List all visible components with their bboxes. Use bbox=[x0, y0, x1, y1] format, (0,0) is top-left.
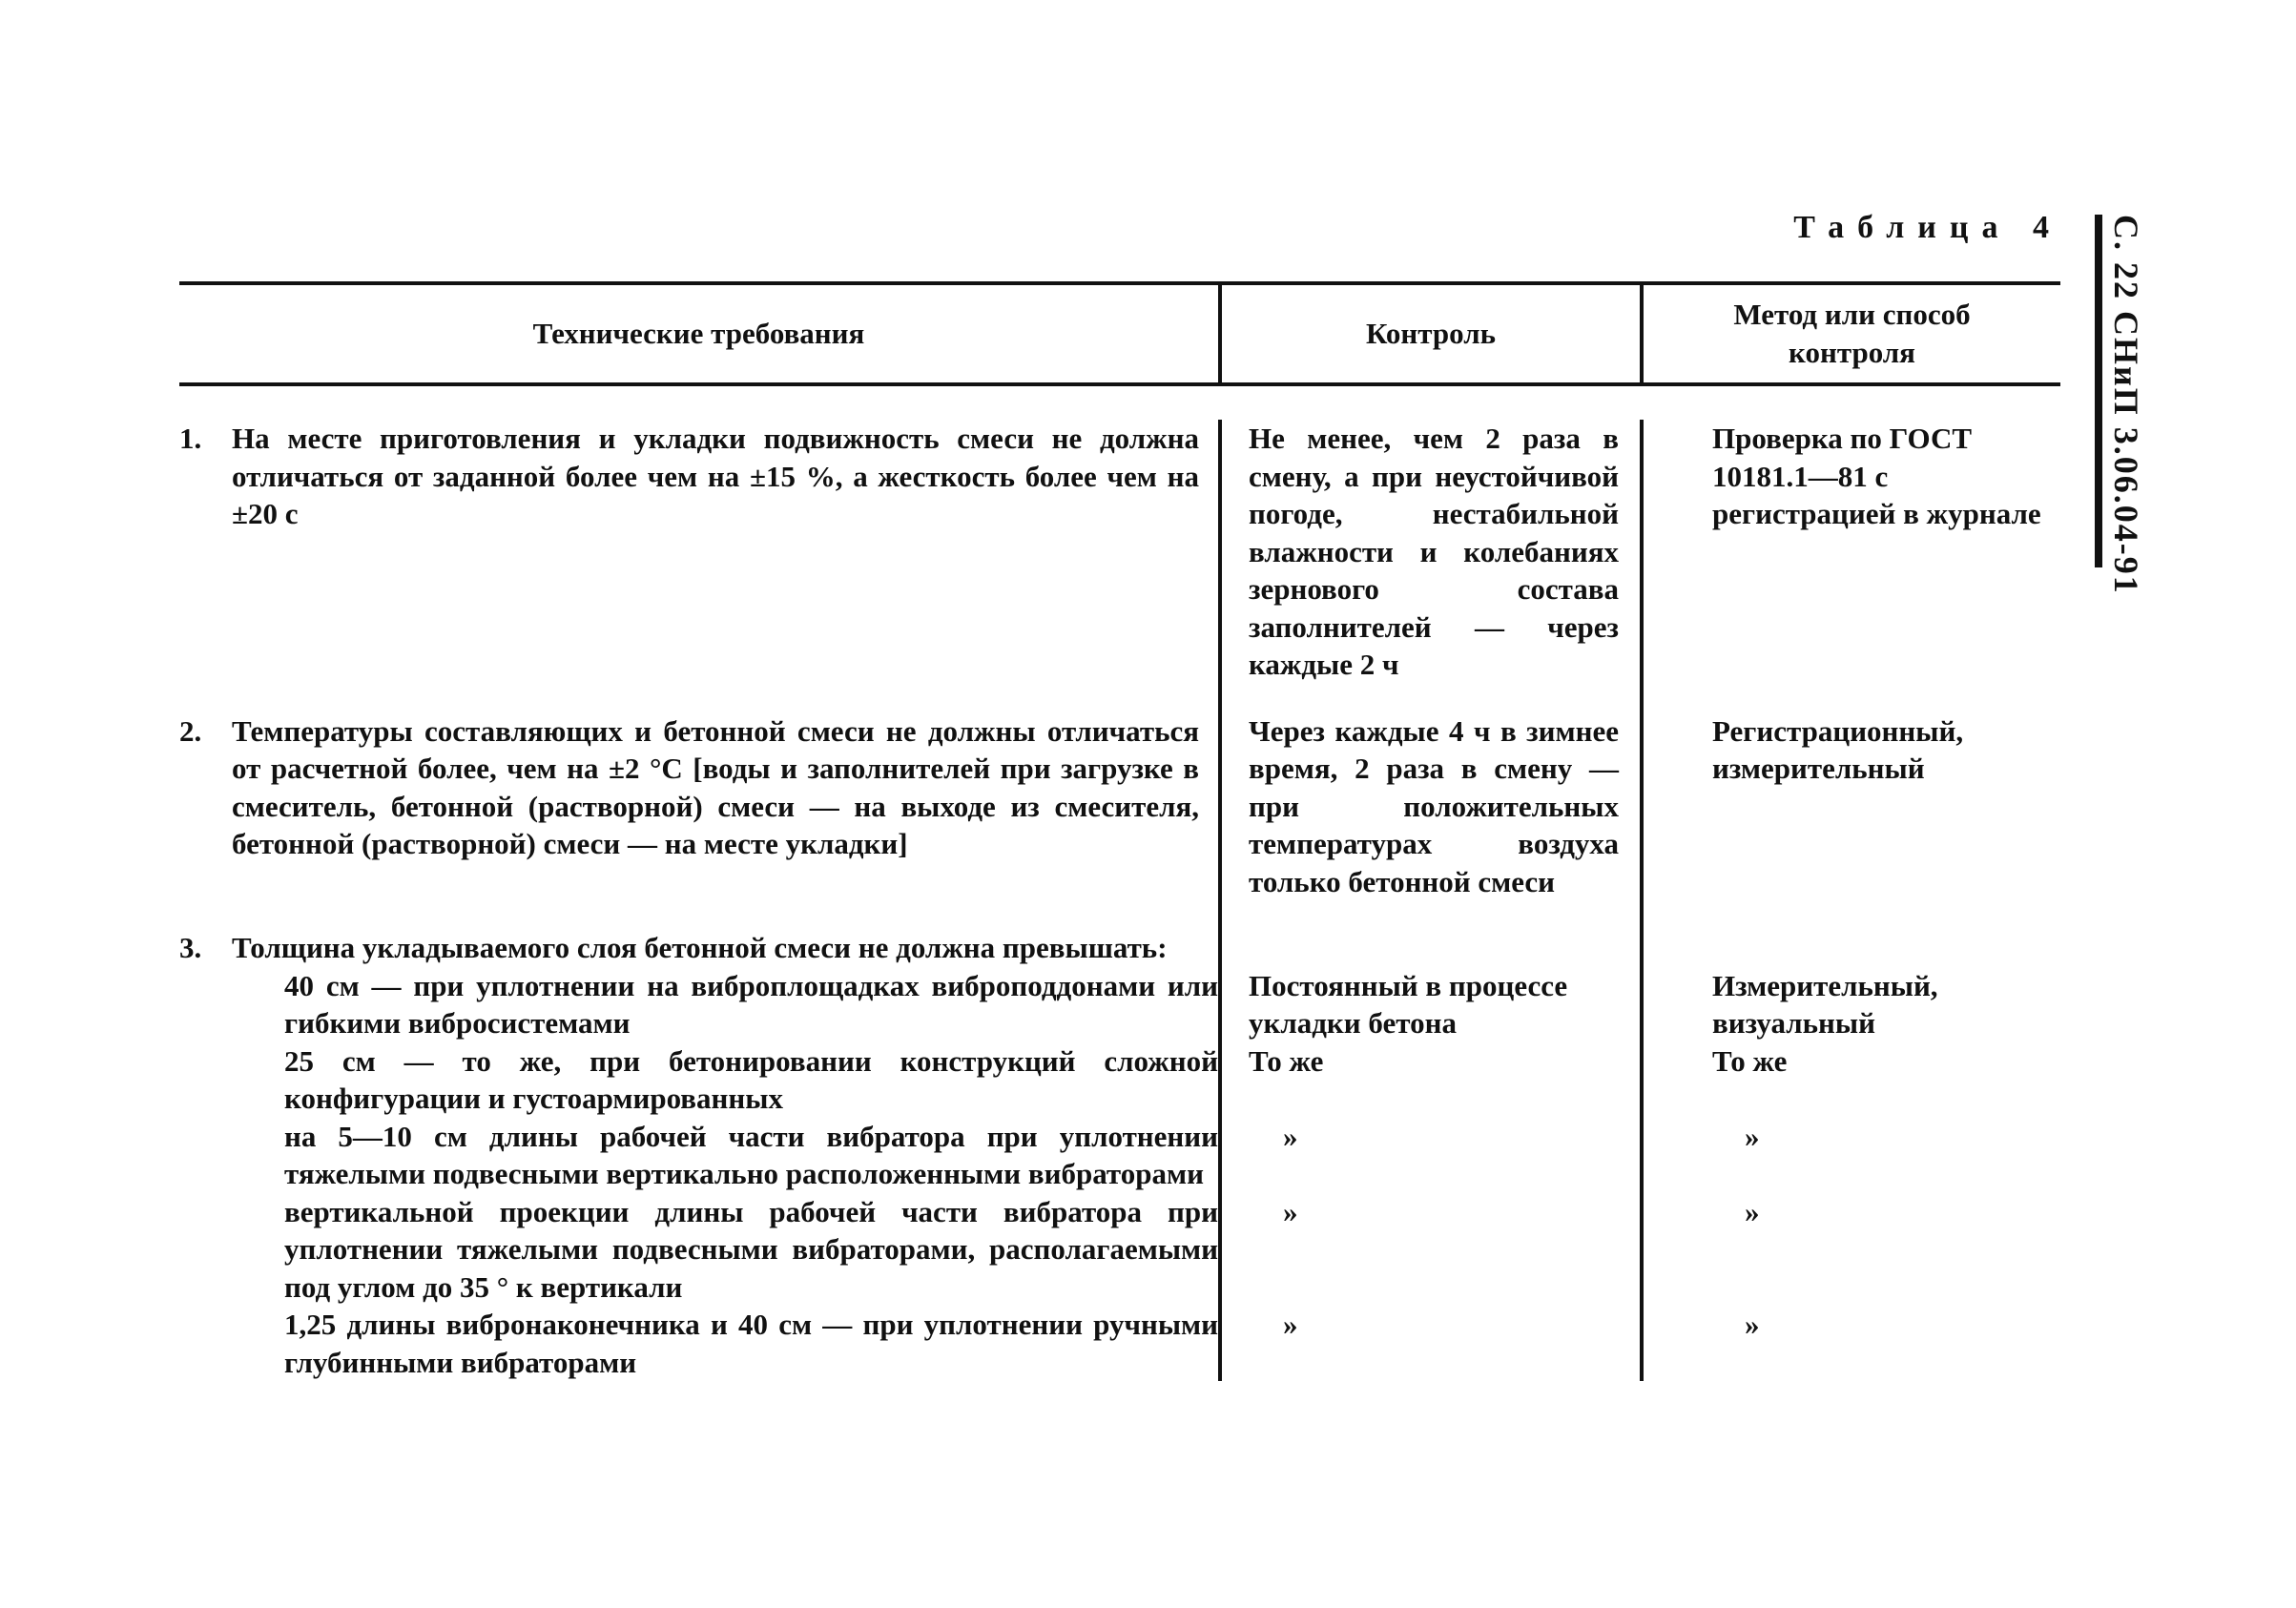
table-title: Таблица 4 bbox=[1793, 210, 2062, 245]
control-cell: Не менее, чем 2 раза в смену, а при неустойчивой погоде, нестабильной влажности и колебаниях зернового состава заполнителей — через каждые 2 ч bbox=[1218, 420, 1640, 684]
requirement-cell bbox=[179, 929, 1218, 967]
control-cell bbox=[1218, 929, 1640, 967]
ditto-mark: » bbox=[1283, 1194, 1298, 1228]
requirement-cell bbox=[179, 420, 1218, 684]
subitem-text: на 5—10 см длины рабочей части вибратора при уплотнении тяжелыми подвесными вертикально расположенными вибраторами bbox=[284, 1119, 1218, 1190]
column-header-control: Контроль bbox=[1218, 285, 1640, 382]
requirement-text: На месте приготовления и укладки подвижность смеси не должна отличаться от заданной более чем на ±15 %, а жесткость более чем на ±20 с bbox=[232, 422, 1199, 530]
column-header-method bbox=[1640, 285, 2060, 382]
column-header-method-text: Метод или способ контроля bbox=[1733, 298, 1971, 369]
method-cell: То же bbox=[1640, 1042, 2060, 1118]
ditto-mark: » bbox=[1745, 1119, 1760, 1153]
requirement-text: Толщина укладываемого слоя бетонной смеси не должна превышать: bbox=[232, 931, 1168, 964]
row-number: 3. bbox=[179, 931, 202, 964]
running-head-text: С. 22 СНиП 3.06.04-91 bbox=[2107, 215, 2145, 595]
method-cell: Проверка по ГОСТ 10181.1—81 с регистрацией в журнале bbox=[1640, 420, 2060, 684]
requirement-cell bbox=[179, 712, 1218, 901]
running-head bbox=[2095, 215, 2145, 595]
method-cell bbox=[1640, 1118, 2060, 1193]
control-cell bbox=[1218, 1193, 1640, 1307]
subitem-text: 40 см — при уплотнении на виброплощадках виброподдонами или гибкими вибросистемами bbox=[284, 968, 1218, 1040]
table-subrow bbox=[179, 1306, 2060, 1381]
requirements-table bbox=[179, 281, 2060, 1381]
method-cell: Измерительный, визуальный bbox=[1640, 967, 2060, 1042]
row-number: 1. bbox=[179, 422, 202, 455]
subitem-text: 25 см — то же, при бетонировании конструкций сложной конфигурации и густоармированных bbox=[284, 1043, 1218, 1115]
row-spacer bbox=[179, 684, 2060, 712]
method-cell: Регистрационный, измерительный bbox=[1640, 712, 2060, 901]
requirement-item bbox=[179, 420, 1199, 533]
control-cell bbox=[1218, 1306, 1640, 1381]
column-header-requirements: Технические требования bbox=[532, 317, 865, 350]
table-row bbox=[179, 712, 2060, 901]
method-cell bbox=[1640, 929, 2060, 967]
running-head-rule bbox=[2095, 215, 2102, 567]
table-header-row bbox=[179, 285, 2060, 382]
control-cell: Постоянный в процессе укладки бетона bbox=[1218, 967, 1640, 1042]
method-cell bbox=[1640, 1306, 2060, 1381]
control-cell bbox=[1218, 1118, 1640, 1193]
subitem-text: вертикальной проекции длины рабочей части вибратора при уплотнении тяжелыми подвесными вибраторами, располагаемыми под углом до 35 ° к вертикали bbox=[284, 1194, 1218, 1304]
ditto-mark: » bbox=[1745, 1308, 1760, 1341]
table-row bbox=[179, 386, 2060, 684]
subitem-text: 1,25 длины вибронаконечника и 40 см — при уплотнении ручными глубинными вибраторами bbox=[284, 1308, 1218, 1379]
row-spacer bbox=[179, 900, 2060, 929]
table-subrow bbox=[179, 967, 2060, 1042]
table-subrow bbox=[179, 1193, 2060, 1307]
table-subrow bbox=[179, 1118, 2060, 1193]
table-row bbox=[179, 929, 2060, 967]
requirement-text: Температуры составляющих и бетонной смеси не должны отличаться от расчетной более, чем на ±2 °С [воды и заполнителей при загрузке в смеситель, бетонной (растворной) смеси — на выходе из смесителя, бетонной (растворной) смеси — на месте укладки] bbox=[232, 713, 1199, 860]
method-cell bbox=[1640, 1193, 2060, 1307]
row-number: 2. bbox=[179, 713, 202, 748]
table-subrow bbox=[179, 1042, 2060, 1118]
ditto-mark: » bbox=[1283, 1308, 1298, 1341]
ditto-mark: » bbox=[1745, 1194, 1760, 1228]
requirement-item bbox=[179, 929, 1199, 967]
requirement-item bbox=[179, 712, 1199, 863]
control-cell: То же bbox=[1218, 1042, 1640, 1118]
control-cell: Через каждые 4 ч в зимнее время, 2 раза в смену — при положительных температурах воздуха только бетонной смеси bbox=[1218, 712, 1640, 901]
table-body bbox=[179, 386, 2060, 1381]
ditto-mark: » bbox=[1283, 1119, 1298, 1153]
